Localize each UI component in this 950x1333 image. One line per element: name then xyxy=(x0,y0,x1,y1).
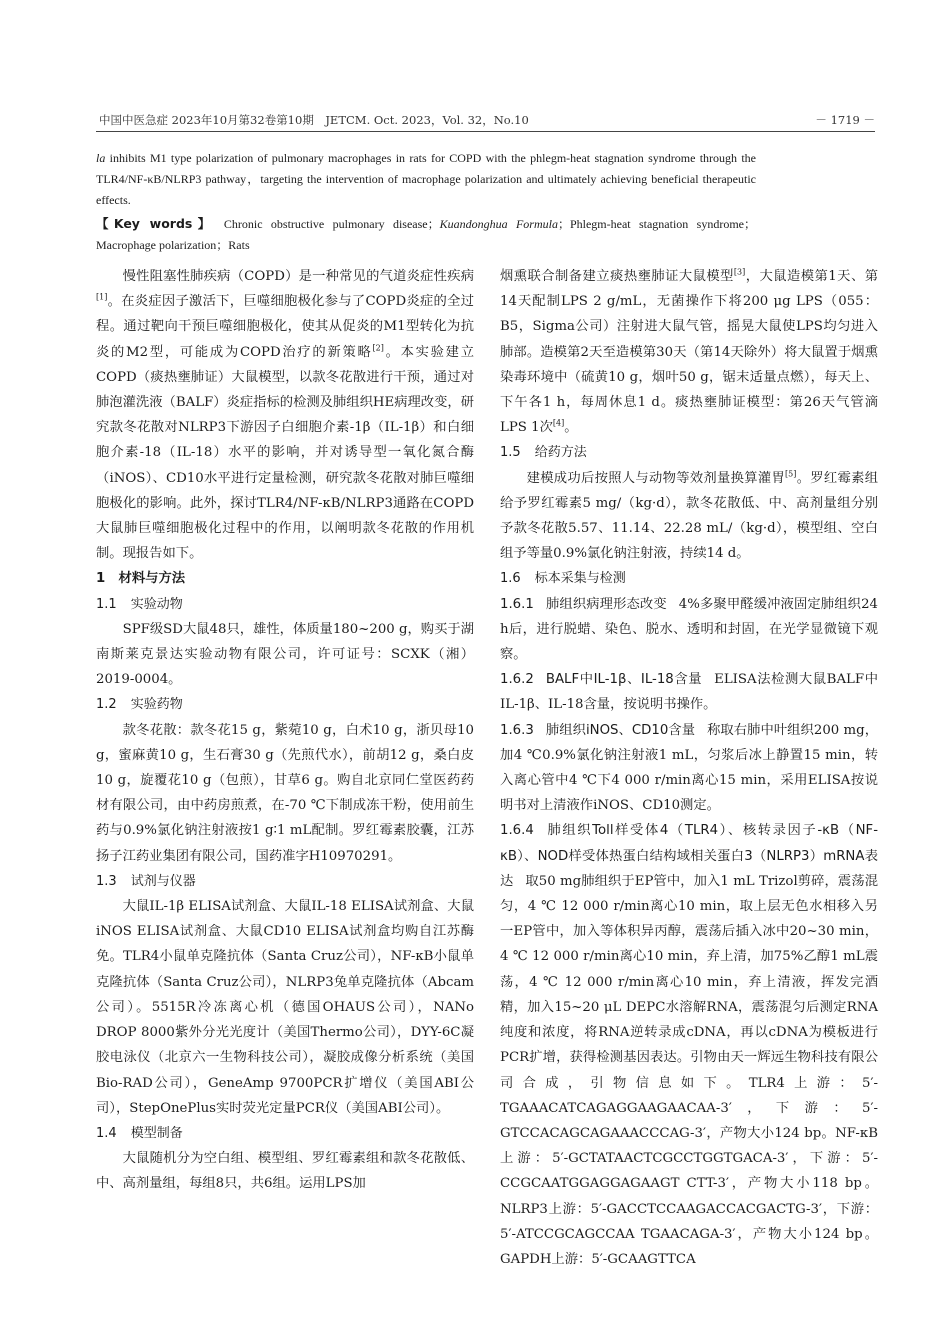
subsection-heading-1-6 xyxy=(500,566,878,591)
ref-5: [5] xyxy=(785,469,797,479)
subsection-heading-1-2 xyxy=(96,692,474,717)
ref-4: [4] xyxy=(552,418,565,428)
subsection-heading-1-3 xyxy=(96,869,474,894)
ref-3: [3] xyxy=(733,267,746,277)
subsection-heading-1-1 xyxy=(96,592,474,617)
heading-title: 实验药物 xyxy=(130,697,183,713)
dosing-text-1: 建模成功后按照人与动物等效剂量换算灌胃 xyxy=(526,470,786,486)
paragraph-drugs: 款冬花散：款冬花15 g，紫菀10 g，白术10 g，浙贝母10 g，蜜麻黄10 g，生石膏30 g（先煎代水），前胡12 g，桑白皮10 g，旋覆花10 g（包煎），甘草6 g。购自北京同仁堂医药药材有限公司，由中药房煎煮，在-70 ℃下制成冻干粉，使用前生药与0.9%氯化钠注射液按1 g∶1 mL配制。罗红霉素胶囊，江苏扬子江药业集团有限公司，国药准字H10970291。 xyxy=(96,722,474,864)
intro-text-2: 。在炎症因子激活下，巨噬细胞极化参与了COPD炎症的全过程。通过靶向干预巨噬细胞极化，使其从促炎的M1型转化为抗炎的M2型，可能成为COPD治疗的新策略 xyxy=(96,294,474,360)
heading-title: 模型制备 xyxy=(130,1125,183,1141)
paragraph-1-6-4 xyxy=(500,818,878,1272)
heading-number: 1.3 xyxy=(96,873,117,889)
intro-paragraph xyxy=(96,264,474,566)
heading-title: 肺组织iNOS、CD10含量 xyxy=(545,722,696,738)
page-number: － 1719 － xyxy=(815,113,875,127)
model-text-2: ，大鼠造模第1天、第14天配制LPS 2 g/mL，无菌操作下将200 μg LPS（055：B5，Sigma公司）注射进大鼠气管，摇晃大鼠使LPS均匀进入肺部。造模第2天至造模第30天（第14天除外）将大鼠置于烟熏染毒环境中（硫黄10 g，烟叶50 g，锯末适量点燃），每天上、下午各1 h，每周休息1 d。痰热壅肺证模型：第26天气管滴LPS 1次 xyxy=(500,269,878,436)
model-text-1: 烟熏联合制备建立痰热壅肺证大鼠模型 xyxy=(500,269,734,284)
paragraph-text: 取50 mg肺组织于EP管中，加入1 mL Trizol剪碎，震荡混匀，4 ℃ 12 000 r/min离心10 min，取上层无色水相移入另一EP管中，加入等体积异丙醇，震荡后插入冰中20~30 min，4 ℃ 12 000 r/min离心10 min，弃上清，加75%乙醇1 mL震荡，4 ℃ 12 000 r/min离心10 min，弃上清液，挥发完酒精，加入15~20 μL DEPC水溶解RNA，震荡混匀后测定RNA纯度和浓度，将RNA逆转录成cDNA，再以cDNA为模板进行PCR扩增，获得检测基因表达。引物由天一辉远生物科技有限公司合成，引物信息如下。TLR4上游：5′-TGAAACATCAGAGGAAGAACAA-3′，下游：5′-GTCCACAGCAGAAACCCAG-3′，产物大小124 bp。NF-κB上游：5′-GCTATAACTCGCCTGGTGACA-3′，下游：5′-CCGCAATGGAGGAGAAGT CTT-3′，产物大小118 bp。NLRP3上游：5′-GACCTCCAAGACCACGACTG-3′，下游：5′-ATCCGCAGCCAA TGAACAGA-3′，产物大小124 bp。GAPDH上游：5′-GCAAGTTCA xyxy=(500,873,879,1267)
left-column xyxy=(96,264,474,1197)
paragraph-model: 大鼠随机分为空白组、模型组、罗红霉素组和款冬花散低、中、高剂量组，每组8只，共6组。运用LPS加 xyxy=(96,1151,474,1192)
model-text-3: 。 xyxy=(564,420,578,436)
running-header xyxy=(99,112,875,130)
abstract-continuation xyxy=(96,148,756,211)
paragraph-1-6-3 xyxy=(500,718,878,819)
heading-title: BALF中IL-1β、IL-18含量 xyxy=(545,672,703,688)
keyword-2: Kuandonghua Formula xyxy=(439,217,558,231)
intro-text-1: 慢性阻塞性肺疾病（COPD）是一种常见的气道炎症性疾病 xyxy=(122,269,474,284)
heading-number: 1.6.4 xyxy=(500,823,534,839)
right-column xyxy=(500,264,878,1272)
heading-number: 1.4 xyxy=(96,1125,117,1141)
paragraph-animals: SPF级SD大鼠48只，雄性，体质量180~200 g，购买于湖南斯莱克景达实验动物有限公司，许可证号：SCXK（湘）2019-0004。 xyxy=(96,621,474,688)
heading-title: 试剂与仪器 xyxy=(130,873,196,889)
journal-citation: 中国中医急症 2023年10月第32卷第10期 JETCM. Oct. 2023，Vol. 32，No.10 xyxy=(99,113,529,127)
heading-number: 1.5 xyxy=(500,445,521,461)
keywords xyxy=(96,213,756,256)
paragraph-1-6-2 xyxy=(500,667,878,717)
paragraph-text: 称取右肺中叶组织200 mg，加4 ℃0.9%氯化钠注射液1 mL，匀浆后冰上静置15 min，转入离心管中4 ℃下4 000 r/min离心15 min，采用ELISA按说明书对上清液作iNOS、CD10测定。 xyxy=(500,722,878,814)
heading-title: 肺组织Toll样受体4（TLR4）、核转录因子-κB（NF-κB）、NOD样受体热蛋白结构域相关蛋白3（NLRP3）mRNA表达 xyxy=(500,823,878,889)
abstract-text: inhibits M1 type polarization of pulmonary macrophages in rats for COPD with the phlegm-heat stagnation syndrome through the TLR4/NF-κB/NLRP3 pathway，targeting the intervention of macrophage polarization and ultimately achieving beneficial therapeutic effects. xyxy=(96,151,756,207)
keyword-1: Chronic obstructive pulmonary disease； xyxy=(215,217,440,231)
section-heading-1: 1 材料与方法 xyxy=(96,571,186,587)
intro-text-3: 。本实验建立COPD（痰热壅肺证）大鼠模型，以款冬花散进行干预，通过对肺泡灌洗液（BALF）炎症指标的检测及肺组织HE病理改变，研究款冬花散对NLRP3下游因子白细胞介素-1β（IL-1β）和白细胞介素-18（IL-18）水平的影响，并对诱导型一氧化氮合酶（iNOS）、CD10水平进行定量检测，研究款冬花散对肺巨噬细胞极化的影响。此外，探讨TLR4/NF-κB/NLRP3通路在COPD大鼠肺巨噬细胞极化过程中的作用，以阐明款冬花散的作用机制。现报告如下。 xyxy=(96,344,474,562)
keywords-label: 【Key words】 xyxy=(96,216,216,231)
keyword-3: ；Phlegm-heat stagnation syndrome；Macrophage polarization；Rats xyxy=(96,217,756,252)
heading-title: 给药方法 xyxy=(534,445,587,461)
heading-number: 1.6.1 xyxy=(500,596,534,612)
abstract-italic-fragment: la xyxy=(96,151,106,165)
heading-title: 肺组织病理形态改变 xyxy=(545,596,667,612)
paragraph-reagents: 大鼠IL-1β ELISA试剂盒、大鼠IL-18 ELISA试剂盒、大鼠iNOS ELISA试剂盒、大鼠CD10 ELISA试剂盒均购自江苏酶免。TLR4小鼠单克隆抗体（Santa Cruz公司），NF-κB小鼠单克隆抗体（Santa Cruz公司），NLRP3兔单克隆抗体（Abcam公司）。5515R冷冻离心机（德国OHAUS公司），NANo DROP 8000紫外分光光度计（美国Thermo公司），DYY-6C凝胶电泳仪（北京六一生物科技公司），凝胶成像分析系统（美国Bio-RAD公司），GeneAmp 9700PCR扩增仪（美国ABI公司），StepOnePlus实时荧光定量PCR仪（美国ABI公司）。 xyxy=(96,899,474,1116)
subsection-heading-1-5 xyxy=(500,440,878,465)
heading-number: 1.6 xyxy=(500,571,521,587)
heading-number: 1.6.3 xyxy=(500,722,534,738)
ref-1: [1] xyxy=(96,292,108,302)
paragraph-text: ELISA法检测大鼠BALF中IL-1β、IL-18含量，按说明书操作。 xyxy=(500,672,878,713)
paragraph-1-6-1 xyxy=(500,592,878,668)
subsection-heading-1-4 xyxy=(96,1121,474,1146)
heading-number: 1.6.2 xyxy=(500,672,534,688)
paragraph-dosing xyxy=(500,466,878,567)
paragraph-model-continued xyxy=(500,264,878,440)
heading-title: 标本采集与检测 xyxy=(534,571,626,587)
header-divider xyxy=(96,131,875,132)
english-abstract xyxy=(96,148,756,256)
paragraph-text: 4%多聚甲醛缓冲液固定肺组织24 h后，进行脱蜡、染色、脱水、透明和封固，在光学显微镜下观察。 xyxy=(500,596,879,663)
ref-2: [2] xyxy=(372,343,384,353)
dosing-text-2: 。罗红霉素组给予罗红霉素5 mg/（kg·d），款冬花散低、中、高剂量组分别予款冬花散5.57、11.14、22.28 mL/（kg·d），模型组、空白组予等量0.9%氯化钠注射液，持续14 d。 xyxy=(500,470,879,562)
heading-number: 1.2 xyxy=(96,697,117,713)
heading-number: 1.1 xyxy=(96,596,117,612)
heading-title: 实验动物 xyxy=(130,596,183,612)
